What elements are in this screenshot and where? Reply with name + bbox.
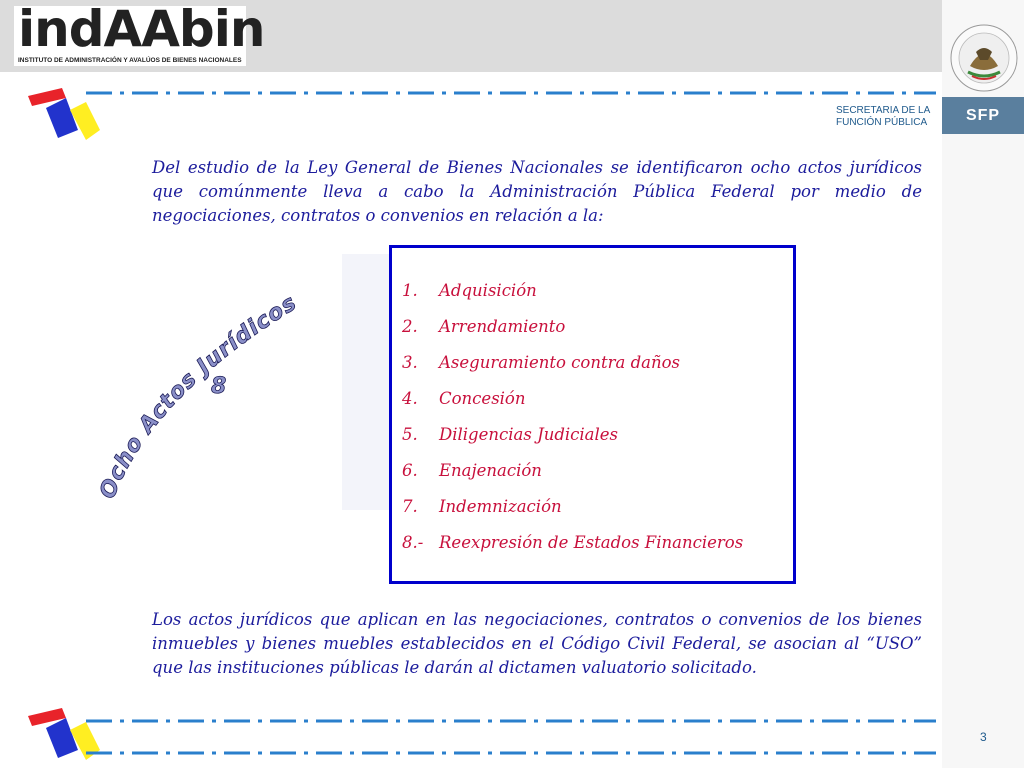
list-item: 8.- Reexpresión de Estados Financieros	[402, 533, 744, 552]
outro-paragraph: Los actos jurídicos que aplican en las negociaciones, contratos o convenios de los bienes inmuebles y bienes muebles establecidos en el Código Civil Federal, se asocian al “USO” que las instituciones públicas le darán al dictamen valuatorio solicitado.	[152, 610, 922, 677]
bottom-dash-rule-2	[86, 750, 936, 756]
top-dash-rule	[86, 90, 936, 96]
list-item: 1. Adquisición	[402, 281, 537, 300]
bottom-dash-rule-1	[86, 718, 936, 724]
list-item: 4. Concesión	[402, 389, 526, 408]
intro-paragraph: Del estudio de la Ley General de Bienes Nacionales se identificaron ocho actos jurídicos que comúnmente lleva a cabo la Administración Pública Federal por medio de negociaciones, contratos o convenios en relación a la:	[152, 158, 922, 225]
secretaria-label: SECRETARIA DE LA FUNCIÓN PÚBLICA	[836, 105, 930, 128]
word-art-number: 8	[211, 374, 227, 399]
list-item: 3. Aseguramiento contra daños	[402, 353, 681, 372]
header-band	[0, 0, 942, 72]
logo-subtitle: INSTITUTO DE ADMINISTRACIÓN Y AVALÚOS DE BIENES NACIONALES	[18, 57, 242, 64]
indaabin-logo	[14, 0, 265, 66]
sfp-badge: SFP	[942, 97, 1024, 134]
word-art-line: Ocho Actos Jurídicos	[95, 290, 302, 503]
list-item: 2. Arrendamiento	[402, 317, 566, 336]
page-number: 3	[980, 730, 987, 744]
word-art-heading	[95, 275, 345, 505]
logo-wordmark: indAAbin	[18, 0, 265, 58]
list-item: 6. Enajenación	[402, 461, 542, 480]
acts-list	[402, 280, 743, 568]
list-item: 7. Indemnización	[402, 497, 562, 516]
list-item: 5. Diligencias Judiciales	[402, 425, 619, 444]
mexican-seal-icon	[948, 22, 1020, 94]
